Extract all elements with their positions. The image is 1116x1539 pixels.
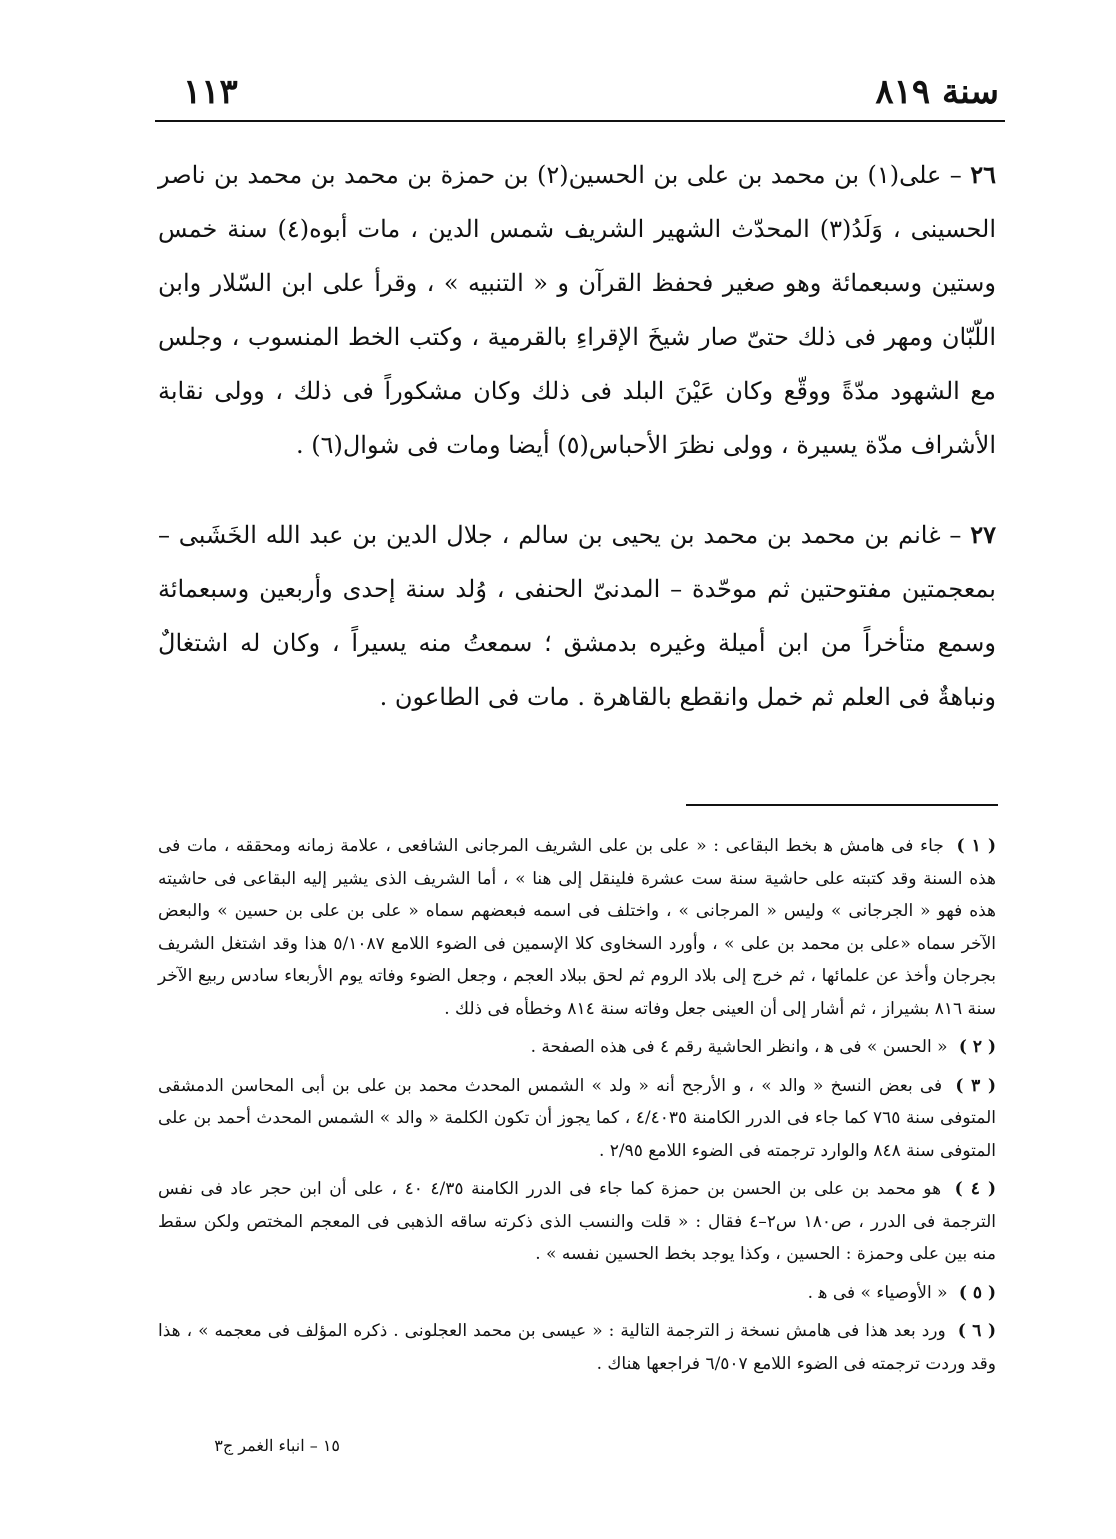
footnote: [158, 1277, 996, 1310]
footnote-label: ( ٦ ): [957, 1321, 996, 1341]
entry-text: – على(١) بن محمد بن على بن الحسين(٢) بن حمزة بن محمد بن محمد بن ناصر الحسينى ، وَلَدُ(٣) المحدّث الشهير الشريف شمس الدين ، مات أبوه(٤) سنة خمس وستين وسبعمائة وهو صغير فحفظ القرآن و « التنبيه » ، وقرأ على ابن السّلار وابن اللّبّان ومهر فى ذلك حتىّ صار شيخَ الإقراءِ بالقرمية ، وكتب الخط المنسوب ، وجلس مع الشهود مدّةً ووقّع وكان عَيْنَ البلد فى ذلك وكان مشكوراً فى ذلك ، وولى نقابة الأشراف مدّة يسيرة ، وولى نظرَ الأحباس(٥) أيضا ومات فى شوال(٦) .: [158, 161, 997, 459]
footnote-label: ( ٤ ): [954, 1179, 997, 1199]
footnote-text: ورد بعد هذا فى هامش نسخة ز الترجمة التالية : « عيسى بن محمد العجلونى . ذكره المؤلف فى معجمه » ، هذا وقد وردت ترجمته فى الضوء اللامع ٦/٥٠٧ فراجعها هناك .: [158, 1321, 996, 1374]
footnote-text: جاء فى هامش ﻫ بخط البقاعى : « على بن على الشريف المرجانى الشافعى ، علامة زمانه ومحققه ، مات فى هذه السنة وقد كتبته على حاشية سنة ست عشرة فلينقل إلى هنا » ، أما الشريف الذى يشير إليه البقاعى فى حاشيته هذه فهو « الجرجانى » وليس « المرجانى » ، واختلف فى اسمه فبعضهم سماه « على بن على بن حسين » والبعض الآخر سماه «على بن محمد بن على » ، وأورد السخاوى كلا الإسمين فى الضوء اللامع ٥/١٠٨٧ هذا وقد اشتغل الشريف بجرجان وأخذ عن علمائها ، ثم خرج إلى بلاد الروم ثم لحق ببلاد العجم ، وجعل الضوء وفاته يوم الأربعاء سادس ربيع الآخر سنة ٨١٦ بشيراز ، ثم أشار إلى أن العينى جعل وفاته سنة ٨١٤ وخطأه فى ذلك .: [158, 836, 996, 1019]
footnote-text: فى بعض النسخ « والد » ، و الأرجح أنه « ولد » الشمس المحدث محمد بن على بن أبى المحاسن الدمشقى المتوفى سنة ٧٦٥ كما جاء فى الدرر الكامنة ٤/٤٠٣٥ ، كما يجوز أن تكون الكلمة « والد » الشمس المحدث أحمد بن على المتوفى سنة ٨٤٨ والوارد ترجمته فى الضوء اللامع ٢/٩٥ .: [158, 1075, 996, 1161]
footnote-text: هو محمد بن على بن الحسن بن حمزة كما جاء فى الدرر الكامنة ٤/٣٥ ٤٠ ، على أن ابن حجر عاد فى نفس الترجمة فى الدرر ، ص١٨٠ س٢–٤ فقال : « قلت والنسب الذى ذكرته ساقه الذهبى فى المعجم المختص ولكن سقط منه بين على وحمزة : الحسين ، وكذا يوجد بخط الحسين نفسه » .: [158, 1179, 996, 1264]
footnote: [158, 830, 996, 1025]
footnote: [158, 1315, 996, 1380]
footnote: [158, 1070, 996, 1168]
footnote-label: ( ٣ ): [955, 1075, 997, 1096]
biography-entry: [158, 148, 996, 472]
page-header: [155, 64, 1005, 112]
footnote: [158, 1031, 996, 1064]
footnotes: [158, 830, 996, 1386]
footnote-text: « الأوصياء » فى ﻫ .: [807, 1282, 948, 1303]
entry-text: – غانم بن محمد بن محمد بن يحيى بن سالم ، جلال الدين بن عبد الله الخَشَبى – بمعجمتين مفتوحتين ثم موحّدة – المدنىّ الحنفى ، وُلد سنة إحدى وأربعين وسبعمائة وسمع متأخراً من ابن أميلة وغيره بدمشق ؛ سمعتُ منه يسيراً ، وكان له اشتغالٌ ونباهةٌ فى العلم ثم خمل وانقطع بالقاهرة . مات فى الطاعون .: [158, 521, 996, 711]
running-head-year: سنة ٨١٩: [875, 72, 999, 112]
footnote-label: ( ٥ ): [958, 1282, 996, 1303]
footnote-label: ( ١ ): [956, 836, 997, 856]
biography-entry: [158, 508, 996, 724]
signature-mark: ١٥ – انباء الغمر ج٣: [214, 1436, 340, 1455]
page-number: ١١٣: [183, 72, 238, 112]
entry-number: ٢٧: [970, 520, 996, 549]
header-rule: [155, 120, 1005, 122]
footnote: [158, 1173, 996, 1271]
footnote-rule: [686, 804, 998, 806]
main-text: [158, 148, 996, 724]
footnote-text: « الحسن » فى ﻫ ، وانظر الحاشية رقم ٤ فى هذه الصفحة .: [530, 1037, 948, 1057]
entry-number: ٢٦: [970, 160, 996, 189]
footnote-label: ( ٢ ): [958, 1037, 996, 1057]
